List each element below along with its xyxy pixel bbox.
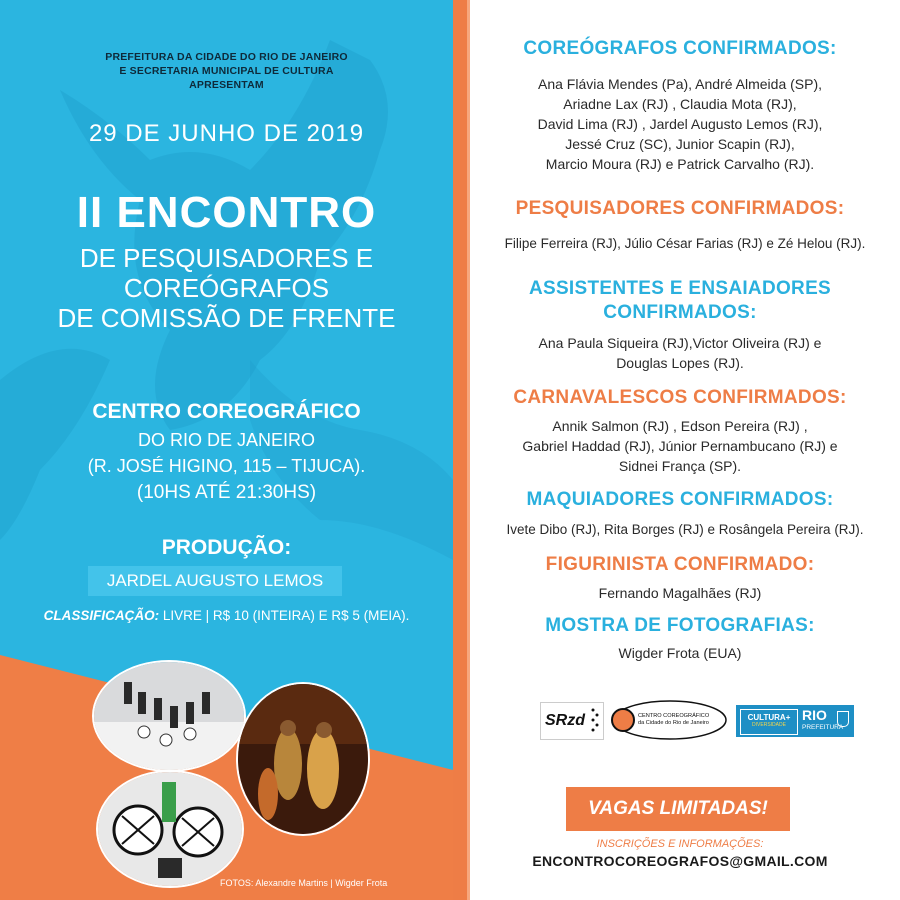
presenter-line: PREFEITURA DA CIDADE DO RIO DE JANEIRO bbox=[105, 51, 348, 63]
assistentes-title-line: CONFIRMADOS: bbox=[603, 302, 757, 323]
centro-logo-line2: da Cidade do Rio de Janeiro bbox=[638, 720, 709, 726]
name-line: Ariadne Lax (RJ) , Claudia Mota (RJ), bbox=[563, 96, 797, 112]
cultura-sub-text: DIVERSIDADE bbox=[752, 722, 786, 728]
name-line: Ana Paula Siqueira (RJ),Victor Oliveira (RJ) e bbox=[538, 335, 822, 351]
section-body-maquiadores bbox=[470, 520, 900, 540]
centro-coreografico-logo bbox=[610, 698, 728, 742]
sponsor-logos bbox=[540, 698, 870, 742]
venue-name: CENTRO COREOGRÁFICO bbox=[92, 400, 361, 423]
right-panel bbox=[470, 0, 900, 900]
venue-hours: (10HS ATÉ 21:30HS) bbox=[136, 482, 317, 503]
venue-address: (R. JOSÉ HIGINO, 115 – TIJUCA). bbox=[87, 456, 366, 476]
section-title-pesquisadores: PESQUISADORES CONFIRMADOS: bbox=[515, 198, 845, 219]
contact-email[interactable]: ENCONTROCOREOGRAFOS@GMAIL.COM bbox=[532, 853, 828, 869]
name-line: Fernando Magalhães (RJ) bbox=[598, 585, 762, 601]
name-line: Sidnei França (SP). bbox=[618, 458, 742, 474]
assistentes-title-line: ASSISTENTES E ENSAIADORES bbox=[528, 278, 832, 299]
inscricoes-label: INSCRIÇÕES E INFORMAÇÕES: bbox=[596, 838, 764, 850]
vagas-limitadas-banner: VAGAS LIMITADAS! bbox=[566, 787, 790, 831]
centro-logo-line1: CENTRO COREOGRÁFICO bbox=[638, 713, 710, 719]
name-line: Jessé Cruz (SC), Junior Scapin (RJ), bbox=[565, 136, 795, 152]
section-body-fotografias bbox=[470, 643, 890, 663]
photo-dancers-top bbox=[92, 660, 246, 772]
name-line: David Lima (RJ) , Jardel Augusto Lemos (RJ), bbox=[537, 116, 823, 132]
subtitle-line: COREÓGRAFOS bbox=[123, 273, 330, 303]
rio-crest-icon bbox=[837, 711, 849, 727]
photo-carnival-image bbox=[98, 772, 242, 886]
section-title-assistentes bbox=[470, 277, 890, 325]
name-line: Wigder Frota (EUA) bbox=[618, 645, 742, 661]
name-line: Ivete Dibo (RJ), Rita Borges (RJ) e Rosângela Pereira (RJ). bbox=[506, 522, 864, 537]
section-body-assistentes bbox=[470, 333, 890, 373]
classificacao-text: LIVRE | R$ 10 (INTEIRA) E R$ 5 (MEIA). bbox=[159, 608, 410, 623]
name-line: Douglas Lopes (RJ). bbox=[616, 355, 744, 371]
subtitle-line: DE COMISSÃO DE FRENTE bbox=[57, 303, 396, 333]
presenter-line: E SECRETARIA MUNICIPAL DE CULTURA bbox=[119, 65, 334, 77]
section-title-coreografos: COREÓGRAFOS CONFIRMADOS: bbox=[523, 38, 837, 59]
presenter-text bbox=[0, 50, 453, 92]
cultura-badge bbox=[740, 709, 798, 735]
section-body-pesquisadores bbox=[470, 234, 900, 254]
section-body-coreografos bbox=[470, 74, 890, 174]
section-title-figurinista: FIGURINISTA CONFIRMADO: bbox=[545, 554, 815, 575]
name-line: Annik Salmon (RJ) , Edson Pereira (RJ) , bbox=[552, 418, 808, 434]
name-line: Ana Flávia Mendes (Pa), André Almeida (SP), bbox=[537, 76, 823, 92]
name-line: Gabriel Haddad (RJ), Júnior Pernambucano (RJ) e bbox=[522, 438, 838, 454]
section-body-carnavalescos bbox=[470, 416, 890, 476]
classificacao-label: CLASSIFICAÇÃO: bbox=[43, 608, 160, 623]
prefeitura-text: PREFEITURA bbox=[802, 724, 844, 731]
srzd-logo bbox=[540, 702, 604, 740]
producao-label: PRODUÇÃO: bbox=[161, 536, 292, 559]
event-subtitle bbox=[0, 243, 453, 333]
event-title: II ENCONTRO bbox=[76, 188, 377, 237]
classificacao bbox=[0, 608, 453, 623]
divider-orange bbox=[453, 0, 467, 900]
name-line: Marcio Moura (RJ) e Patrick Carvalho (RJ). bbox=[545, 156, 815, 172]
srzd-dots-icon bbox=[590, 706, 600, 736]
section-title-maquiadores: MAQUIADORES CONFIRMADOS: bbox=[526, 489, 834, 510]
photo-theater-image bbox=[238, 684, 368, 834]
rio-text: RIO bbox=[802, 707, 827, 723]
photo-carnival bbox=[96, 770, 244, 888]
section-title-fotografias: MOSTRA DE FOTOGRAFIAS: bbox=[545, 615, 815, 636]
cultura-rio-logo bbox=[736, 705, 854, 737]
presenter-line: APRESENTAM bbox=[189, 79, 264, 91]
section-body-figurinista bbox=[470, 583, 890, 603]
cultura-text: CULTURA+ bbox=[747, 713, 791, 722]
venue-city: DO RIO DE JANEIRO bbox=[137, 430, 316, 450]
photo-theater bbox=[236, 682, 370, 836]
photo-dancers-top-image bbox=[94, 662, 244, 770]
section-title-carnavalescos: CARNAVALESCOS CONFIRMADOS: bbox=[513, 387, 847, 408]
photo-credits: FOTOS: Alexandre Martins | Wigder Frota bbox=[220, 878, 388, 888]
subtitle-line: DE PESQUISADORES E bbox=[79, 243, 374, 273]
producao-name: JARDEL AUGUSTO LEMOS bbox=[88, 566, 342, 596]
srzd-logo-text: SRzd bbox=[545, 712, 585, 729]
event-date: 29 DE JUNHO DE 2019 bbox=[88, 120, 365, 147]
name-line: Filipe Ferreira (RJ), Júlio César Farias (RJ) e Zé Helou (RJ). bbox=[504, 236, 866, 251]
